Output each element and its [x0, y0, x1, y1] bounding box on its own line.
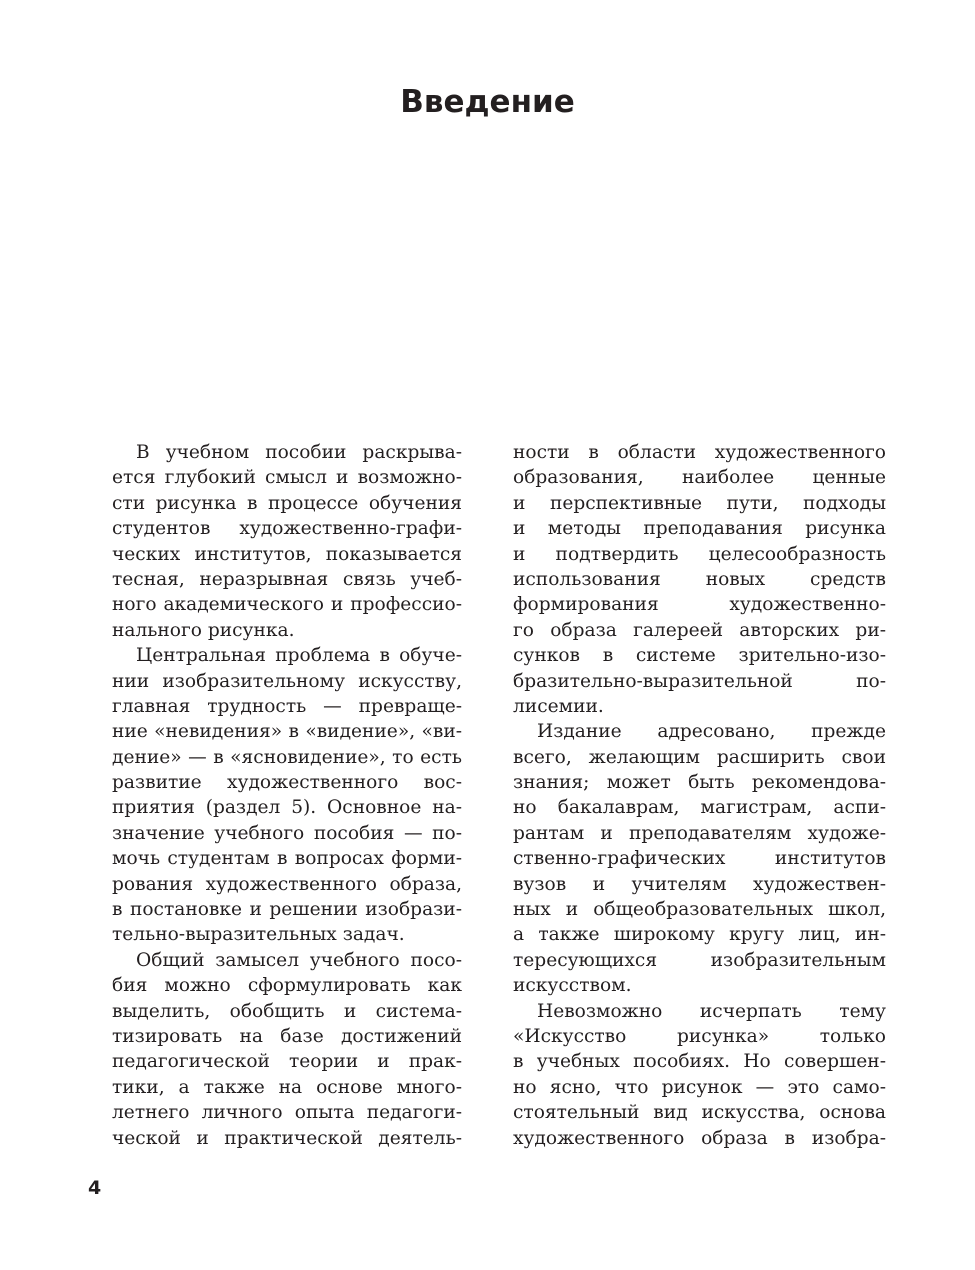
text-line: ных и общеобразовательных школ, — [513, 899, 886, 921]
text-line: развитие художественного вос- — [112, 772, 462, 794]
text-line: педагогической теории и прак- — [112, 1051, 462, 1073]
text-line: дение» — в «ясновидение», то есть — [112, 746, 462, 768]
text-line: студентов художественно-графи- — [112, 518, 462, 540]
text-line: нии изобразительному искусству, — [112, 670, 462, 692]
text-line: Центральная проблема в обуче- — [136, 645, 462, 667]
text-line: приятия (раздел 5). Основное на- — [112, 797, 462, 819]
text-line: и методы преподавания рисунка — [513, 518, 886, 540]
text-line: лисемии. — [513, 695, 604, 717]
text-line: а также широкому кругу лиц, ин- — [513, 924, 886, 946]
text-column-left — [112, 440, 462, 1151]
text-line: знания; может быть рекомендова- — [513, 772, 886, 794]
text-line: главная трудность — превраще- — [112, 695, 462, 717]
text-line: выделить, обобщить и система- — [112, 1000, 462, 1022]
text-line: в учебных пособиях. Но совершен- — [513, 1051, 886, 1073]
text-line: мочь студентам в вопросах форми- — [112, 848, 462, 870]
text-line: го образа галереей авторских ри- — [513, 619, 886, 641]
text-line: ческих институтов, показывается — [112, 543, 462, 565]
text-line: В учебном пособии раскрыва- — [136, 442, 462, 463]
text-line: формирования художественно- — [513, 594, 886, 616]
text-line: ние «невидения» в «видение», «ви- — [112, 721, 462, 743]
text-line: тесная, неразрывная связь учеб- — [112, 568, 462, 590]
text-line: стоятельный вид искусства, основа — [513, 1102, 886, 1124]
text-line: использования новых средств — [513, 568, 886, 590]
text-line: ственно-графических институтов — [513, 848, 886, 870]
text-line: сунков в системе зрительно-изо- — [513, 645, 886, 667]
text-line: вузов и учителям художествен- — [513, 873, 886, 895]
text-line: тересующихся изобразительным — [513, 949, 886, 971]
text-line: и подтвердить целесообразность — [513, 543, 886, 565]
text-line: сти рисунка в процессе обучения — [112, 492, 462, 514]
text-line: ется глубокий смысл и возможно- — [112, 467, 462, 489]
text-line: ческой и практической деятель- — [112, 1127, 462, 1149]
text-line: рантам и преподавателям художе- — [513, 822, 886, 844]
text-line: бразительно-выразительной по- — [513, 670, 886, 692]
text-line: нального рисунка. — [112, 619, 295, 641]
text-line: и перспективные пути, подходы — [513, 492, 886, 514]
text-line: Невозможно исчерпать тему — [537, 1000, 886, 1022]
text-line: образования, наиболее ценные — [513, 467, 886, 489]
page-title: Введение — [400, 84, 575, 120]
text-line: художественного образа в изобра- — [513, 1127, 886, 1149]
text-line: Издание адресовано, прежде — [537, 721, 886, 743]
text-line: в постановке и решении изобрази- — [112, 899, 462, 921]
text-line: бия можно сформулировать как — [112, 975, 462, 997]
text-line: всего, желающим расширить свои — [513, 746, 886, 768]
text-line: летнего личного опыта педагоги- — [112, 1102, 462, 1124]
text-line: тики, а также на основе много- — [112, 1076, 462, 1098]
text-column-right — [513, 440, 886, 1151]
text-line: «Искусство рисунка» только — [513, 1025, 886, 1047]
text-line: ного академического и профессио- — [112, 594, 462, 616]
text-line: Общий замысел учебного посо- — [136, 949, 462, 971]
text-line: тизировать на базе достижений — [112, 1025, 462, 1047]
text-line: тельно-выразительных задач. — [112, 924, 405, 946]
text-line: но ясно, что рисунок — это само- — [513, 1076, 886, 1098]
text-line: но бакалаврам, магистрам, аспи- — [513, 797, 886, 819]
text-line: значение учебного пособия — по- — [112, 822, 462, 844]
page-number: 4 — [88, 1177, 102, 1199]
text-line: рования художественного образа, — [112, 873, 462, 895]
text-line: ности в области художественного — [513, 442, 886, 463]
text-line: искусством. — [513, 975, 632, 997]
